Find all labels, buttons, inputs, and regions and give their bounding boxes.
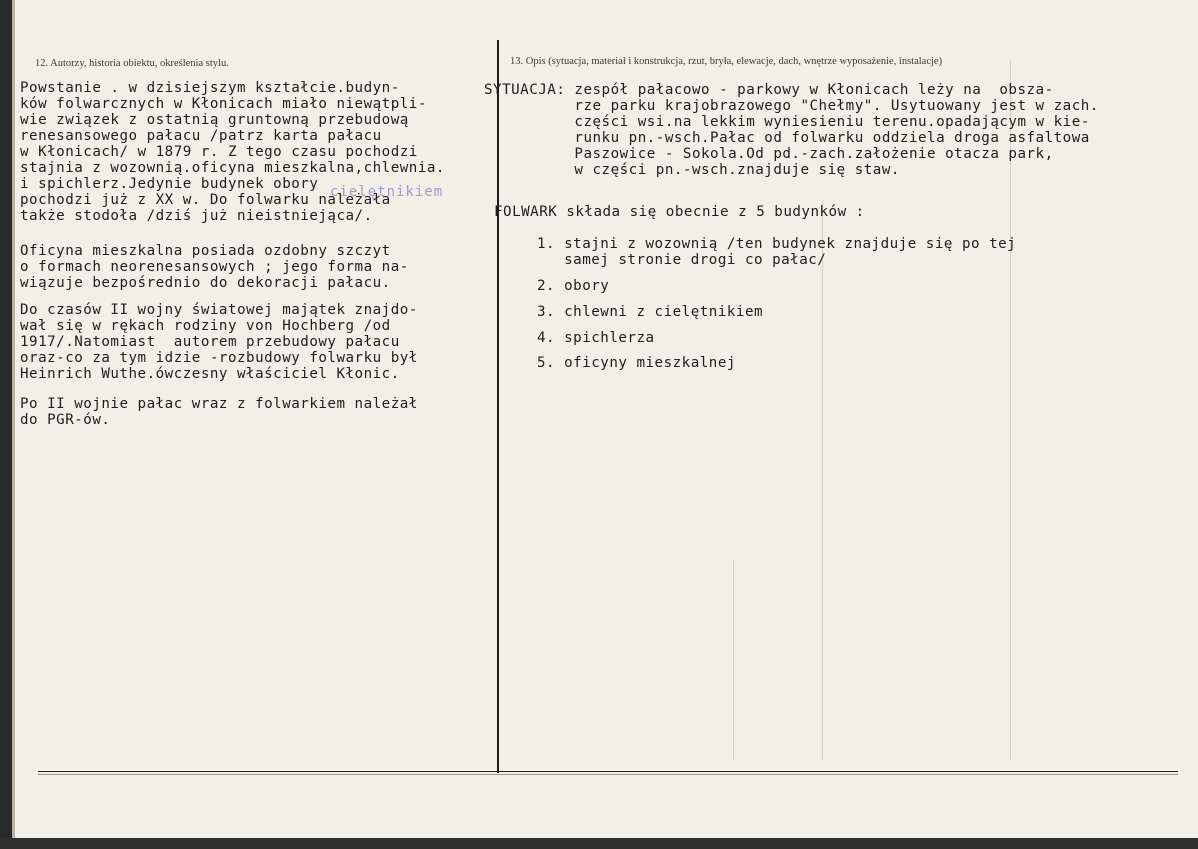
building-item-3: 3. chlewni z cielętnikiem (537, 304, 764, 320)
card-bottom-edge (0, 838, 1198, 849)
bottom-rule-shadow (38, 774, 1178, 775)
section-12-header: 12. Autorzy, historia obiektu, określenia stylu. (35, 58, 229, 69)
history-paragraph-2: Oficyna mieszkalna posiada ozdobny szczyt o formach neorenesansowych ; jego forma na- wiązuje bezpośrednio do dekoracji pałacu. (20, 243, 409, 291)
building-item-2: 2. obory (537, 278, 610, 294)
faint-rule (733, 560, 734, 760)
history-paragraph-4: Po II wojnie pałac wraz z folwarkiem należał do PGR-ów. (20, 396, 418, 428)
bottom-rule (38, 771, 1178, 772)
building-item-4: 4. spichlerza (537, 330, 655, 346)
folwark-intro: FOLWARK składa się obecnie z 5 budynków : (494, 204, 865, 220)
history-paragraph-3: Do czasów II wojny światowej majątek znajdo- wał się w rękach rodziny von Hochberg /od 1917/.Natomiast autorem przebudowy pałacu oraz-co za tym idzie -rozbudowy folwarku był Heinrich Wuthe.ówczesny właściciel Kłonic. (20, 302, 418, 382)
stamp-overlay (222, 184, 443, 200)
history-paragraph-1: Powstanie . w dzisiejszym kształcie.budyn- ków folwarcznych w Kłonicach miało niewątpli- wie związek z ostatnią gruntowną przebudową renesansowego pałacu /patrz karta pałacu w Kłonicach/ w 1879 r. Z tego czasu pochodzi stajnia z wozownią.oficyna mieszkalna,chlewnia. i spichlerz.Jedynie budynek obory pochodzi już z XX w. Do folwarku należała także stodoła /dziś już nieistniejąca/. (20, 80, 445, 224)
faint-rule (822, 200, 823, 760)
building-item-1: 1. stajni z wozownią /ten budynek znajduje się po tej samej stronie drogi co pałac/ (537, 236, 1017, 268)
card-left-edge-shadow (12, 0, 15, 849)
building-item-5: 5. oficyny mieszkalnej (537, 355, 736, 371)
section-13-header: 13. Opis (sytuacja, materiał i konstrukcja, rzut, bryła, elewacje, dach, wnętrze wyposażenie, instalacje) (510, 56, 943, 67)
stamp-text: cielętnikiem (330, 184, 444, 200)
sytuacja-paragraph: SYTUACJA: zespół pałacowo - parkowy w Kłonicach leży na obsza- rze parku krajobrazowego "Chełmy". Usytuowany jest w zach. części wsi.na lekkim wyniesieniu terenu.opadającym w kie- runku pn.-wsch.Pałac od folwarku oddziela droga asfaltowa Paszowice - Sokola.Od pd.-zach.założenie otacza park, w części pn.-wsch.znajduje się staw. (484, 82, 1099, 178)
card-left-edge (0, 0, 12, 849)
